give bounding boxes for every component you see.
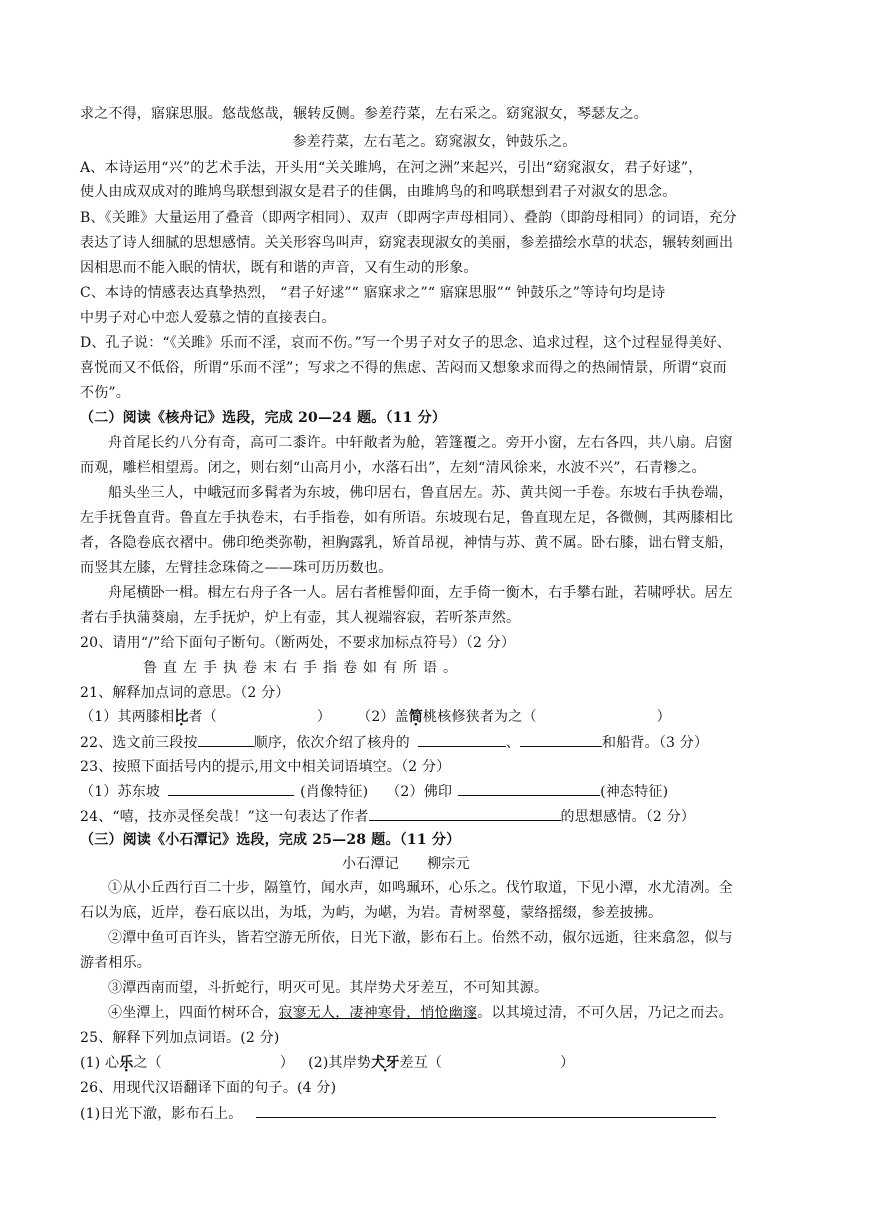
passage-p3-line-1: 舟尾横卧一楫。楫左右舟子各一人。居右者椎髻仰面，左手倚一衡木，右手攀右趾，若啸呼状。居左 xyxy=(108,585,733,601)
p4-text-a: ④坐潭上，四面竹树环合， xyxy=(108,1005,279,1021)
passage-3-p2-line-1: ②潭中鱼可百许头，皆若空游无所依，日光下澈，影布石上。佁然不动，俶尔远逝，往来翕忽，似与 xyxy=(108,930,733,946)
p4-text-c: 。以其境过清，不可久居，乃记之而去。 xyxy=(477,1005,733,1021)
q23-item2-label: （2）佛印 xyxy=(386,784,453,800)
option-d-line-3: 不伤”。 xyxy=(80,385,130,401)
q21-item2-prefix: （2）盖 xyxy=(357,709,409,725)
question-21: 21、解释加点词的意思。（2 分） xyxy=(80,685,290,701)
question-25: 25、解释下列加点词语。(2 分) xyxy=(80,1030,280,1046)
p4-underlined-phrase: 寂寥无人，凄神寒骨，悄怆幽邃 xyxy=(278,1005,478,1021)
q21-dotted-word-2: 简 xyxy=(408,709,424,725)
passage-p2-line-2: 左手抚鲁直背。鲁直左手执卷末，右手指卷，如有所语。东坡现右足，鲁直现左足，各微侧，其两膝相比 xyxy=(80,510,734,526)
q23-blank-2[interactable] xyxy=(458,781,600,796)
passage-p2-line-3: 者，各隐卷底衣褶中。佛印绝类弥勒，袒胸露乳，矫首昂视，神情与苏、黄不属。卧右膝，诎右臂支船， xyxy=(80,535,734,551)
question-24 xyxy=(80,806,695,827)
question-26: 26、用现代汉语翻译下面的句子。(4 分) xyxy=(80,1080,337,1096)
q23-item1-hint: (肖像特征) xyxy=(300,784,369,800)
q25-item2-open: 差互（ xyxy=(399,1055,443,1071)
q24-blank[interactable] xyxy=(369,806,561,821)
q25-item1-close: ） xyxy=(279,1055,295,1071)
q23-item1-label: （1）苏东坡 xyxy=(80,784,161,800)
q24-text-a: 24、“嘻，技亦灵怪矣哉！”这一句表达了作者 xyxy=(80,809,369,825)
passage-3-p2-line-2: 游者相乐。 xyxy=(80,955,151,971)
section-3-title: （三）阅读《小石潭记》选段，完成 25—28 题。（11 分） xyxy=(80,832,461,848)
q22-text-c: 、 xyxy=(505,735,521,751)
q21-item1-prefix: （1）其两膝相 xyxy=(80,709,175,725)
q25-item1-open: 之（ xyxy=(133,1055,162,1071)
q25-item2-prefix: (2)其岸势 xyxy=(308,1055,372,1071)
question-26-item-1 xyxy=(80,1103,716,1124)
q22-text-a: 22、选文前三段按 xyxy=(80,735,198,751)
q25-item1-prefix: (1) 心 xyxy=(80,1055,120,1071)
q22-text-b: 顺序，依次介绍了核舟的 xyxy=(253,735,410,751)
q22-blank-3[interactable] xyxy=(520,732,602,747)
section-2-title: （二）阅读《核舟记》选段，完成 20—24 题。（11 分） xyxy=(80,410,447,426)
q25-dotted-word-2: 犬牙 xyxy=(371,1055,400,1071)
passage-3-p1-line-2: 石以为底，近岸，卷石底以出，为坻，为屿，为嵁，为岩。青树翠蔓，蒙络摇缀，参差披拂。 xyxy=(80,905,663,921)
passage-p2-line-4: 而竖其左膝，左臂挂念珠倚之——珠可历历数也。 xyxy=(80,560,393,576)
passage-3-heading: 小石潭记 柳宗元 xyxy=(342,856,470,872)
question-20-sentence: 鲁直左手执卷末右手指卷如有所语。 xyxy=(143,660,463,676)
option-b-line-1: B、《关雎》大量运用了叠音（即两字相同）、双声（即两字声母相同）、叠韵（即韵母相同）的词语，充分 xyxy=(80,210,737,226)
q25-dotted-word-1: 乐 xyxy=(119,1055,134,1071)
q24-text-b: 的思想感情。（2 分） xyxy=(560,809,696,825)
question-25-items xyxy=(80,1053,574,1073)
q22-blank-2[interactable] xyxy=(418,732,506,747)
q21-item1-close: ） xyxy=(316,709,332,725)
q21-item1-open: 者（ xyxy=(188,709,217,725)
option-d-line-2: 喜悦而又不低俗，所谓“乐而不淫”；写求之不得的焦虑、苦闷而又想象求而得之的热闹情景，所谓“哀而 xyxy=(80,360,727,376)
option-c-line-2: 中男子对心中恋人爱慕之情的直接表白。 xyxy=(80,310,336,326)
question-23: 23、按照下面括号内的提示,用文中相关词语填空。（2 分） xyxy=(80,759,451,775)
q21-item2-close: ） xyxy=(656,709,671,725)
poem-line-1: 求之不得，寤寐思服。悠哉悠哉，辗转反侧。参差荇菜，左右采之。窈窕淑女，琴瑟友之。 xyxy=(80,106,648,122)
option-a-line-2: 使人由成双成对的雎鸠鸟联想到淑女是君子的佳偶，由雎鸠鸟的和鸣联想到君子对淑女的思念。 xyxy=(80,184,677,200)
passage-p3-line-2: 者右手执蒲葵扇，左手抚炉，炉上有壶，其人视端容寂，若听茶声然。 xyxy=(80,610,521,626)
passage-3-p3: ③潭西南而望，斗折蛇行，明灭可见。其岸势犬牙差互，不可知其源。 xyxy=(108,980,549,996)
q25-item2-close: ） xyxy=(560,1055,575,1071)
question-20: 20、请用“/”给下面句子断句。（断两处，不要求加标点符号）（2 分） xyxy=(80,635,516,651)
passage-p2-line-1: 船头坐三人，中峨冠而多髯者为东坡，佛印居右，鲁直居左。苏、黄共阅一手卷。东坡右手执卷端， xyxy=(108,485,733,501)
question-22 xyxy=(80,732,708,753)
q26-answer-line[interactable] xyxy=(256,1103,716,1118)
question-21-items xyxy=(80,707,671,727)
q26-item1-label: (1)日光下澈，影布石上。 xyxy=(80,1106,243,1122)
passage-3-p4 xyxy=(108,1003,733,1023)
q23-item2-hint: (神态特征) xyxy=(600,784,669,800)
option-d-line-1: D、孔子说：“《关雎》乐而不淫，哀而不伤。”写一个男子对女子的思念、追求过程，这个过程显得美好、 xyxy=(80,335,732,351)
option-b-line-2: 表达了诗人细腻的思想感情。关关形容鸟叫声，窈窕表现淑女的美丽，参差描绘水草的状态，辗转刻画出 xyxy=(80,235,734,251)
poem-line-2: 参差荇菜，左右芼之。窈窕淑女，钟鼓乐之。 xyxy=(292,134,577,150)
question-23-items xyxy=(80,781,668,802)
passage-3-p1-line-1: ①从小丘西行百二十步，隔篁竹，闻水声，如鸣珮环，心乐之。伐竹取道，下见小潭，水尤清冽。全 xyxy=(108,880,733,896)
q22-blank-1[interactable] xyxy=(198,732,254,747)
passage-p1-line-2: 而观，雕栏相望焉。闭之，则右刻“山高月小，水落石出”，左刻“清风徐来，水波不兴”，石青糁之。 xyxy=(80,460,706,476)
passage-p1-line-1: 舟首尾长约八分有奇，高可二黍许。中轩敞者为舱，箬篷覆之。旁开小窗，左右各四，共八扇。启窗 xyxy=(108,435,733,451)
q22-text-d: 和船背。（3 分） xyxy=(602,735,709,751)
q23-blank-1[interactable] xyxy=(168,781,294,796)
option-b-line-3: 因相思而不能入眠的情状，既有和谐的声音，又有生动的形象。 xyxy=(80,260,478,276)
option-a-line-1: A、本诗运用“兴”的艺术手法，开头用“关关雎鸠，在河之洲”来起兴，引出“窈窕淑女，君子好逑”， xyxy=(80,160,703,176)
q21-dotted-word-1: 比 xyxy=(174,709,189,725)
option-c-line-1: C、本诗的情感表达真挚热烈， “君子好逑”“ 寤寐求之”“ 寤寐思服”“ 钟鼓乐之”等诗句均是诗 xyxy=(80,285,666,301)
q21-item2-open: 桃核修狭者为之（ xyxy=(423,709,537,725)
